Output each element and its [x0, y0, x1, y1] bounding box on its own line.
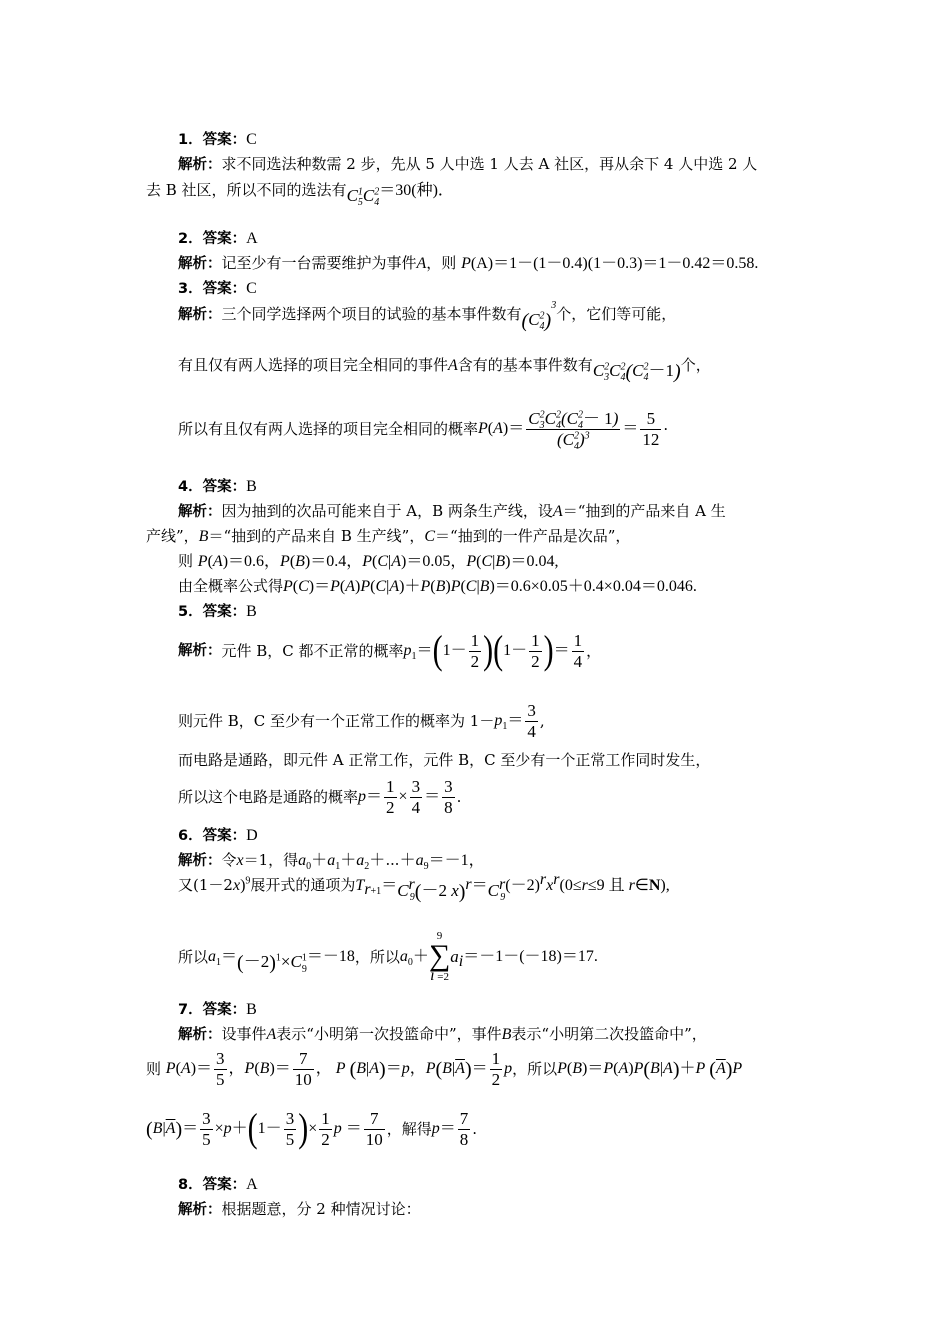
q6-summation: 9 ∑ i =2: [428, 930, 451, 984]
q3-formula-2: $C^2_3C^2_4(C^2_4-1)$: [592, 361, 681, 384]
q6-number: 6．: [178, 828, 203, 844]
q5-answer: B: [246, 603, 257, 620]
q4-text-3: 产线”，: [146, 527, 199, 545]
q3-analysis-line3: 所以有且仅有两人选择的项目完全相同的概率P(A)＝ $\frac{C^2_3C^2_4(C^2_4- 1)}{(C^2_4)^3}$ ＝ $\frac{5}{12}$ ·: [178, 408, 669, 452]
q1-analysis-line2: [146, 180, 454, 209]
q4-analysis-line3: 则 P(A)＝0.6，P(B)＝0.4，P(C|A)＝0.05，P(C|B)＝0.04,: [178, 552, 559, 570]
q4-number: 4．: [178, 479, 203, 495]
q1-text-1: 求不同选法种数需 2 步，先从 5 人中选 1 人去 A 社区，再从余下 4 人中选 2 人: [221, 155, 758, 173]
q6-text-3: 又(1－2: [178, 876, 233, 894]
q2-text-3: (A)＝1－(1－0.4)(1－0.3)＝1－0.42＝0.58.: [470, 255, 759, 272]
q6-heading: [178, 825, 258, 846]
q5-text-3: 而电路是通路，即元件 A 正常工作，元件 B，C 至少有一个正常工作同时发生，: [178, 751, 711, 769]
q4-analysis-label: 解析：: [178, 504, 222, 520]
q1-number: 1．: [178, 132, 203, 148]
q2-answer: A: [246, 230, 258, 247]
q1-text-2: 去 B 社区，所以不同的选法有: [146, 181, 347, 199]
q1-analysis-label: 解析：: [178, 157, 222, 173]
q4-text-2: ＝“抽到的产品来自 A 生: [562, 502, 726, 520]
q4-text-6: 则: [178, 552, 194, 570]
q7-analysis-label: 解析：: [178, 1027, 222, 1043]
q3-formula-1: $(C^2_4)^3$: [521, 300, 557, 333]
q2-analysis-label: 解析：: [178, 256, 222, 272]
q8-text-1: 根据题意，分 2 种情况讨论：: [221, 1200, 421, 1218]
q3-text-5: 个，: [680, 356, 711, 374]
q6-answer: D: [246, 827, 258, 844]
q2-text-2: ，则: [426, 254, 457, 272]
q6-text-1: 令: [221, 851, 237, 869]
q1-analysis-line1: [178, 154, 757, 175]
q5-analysis-line2: 则元件 B，C 至少有一个正常工作的概率为 $1-p_1=$ $\frac{3}{4}$ ,: [178, 700, 545, 741]
q4-analysis-line1: 解析：因为抽到的次品可能来自于 A，B 两条生产线，设A＝“抽到的产品来自 A 生: [178, 502, 726, 520]
q6-analysis-line3: 所以$a_1=(-2)^1\times C^1_9=-18$，所以$a_0+$ 9 ∑ i =2 $a_i=-1-(-18)=17$.: [178, 930, 598, 984]
q2-analysis-line1: 解析：记至少有一台需要维护为事件A，则 P(A)＝1－(1－0.4)(1－0.3)＝1－0.42＝0.58.: [178, 254, 759, 272]
q7-text-6: ，解得: [386, 1120, 432, 1138]
q4-text-1: 因为抽到的次品可能来自于 A，B 两条生产线，设: [221, 502, 553, 520]
q6-text-4: 展开式的通项为: [250, 876, 356, 894]
q7-heading: [178, 999, 257, 1020]
q5-text-1: 元件 B，C 都不正常的概率: [221, 642, 404, 660]
q4-answer-label: 答案：: [202, 479, 247, 495]
q4-text-7: 由全概率公式得: [178, 577, 284, 595]
q3-result-fraction: $\frac{5}{12}$: [642, 408, 660, 449]
q3-analysis-line2: 有且仅有两人选择的项目完全相同的事件A含有的基本事件数有$C^2_3C^2_4(C^2_4-1)$个，: [178, 356, 711, 384]
q3-text-3: 有且仅有两人选择的项目完全相同的事件: [178, 356, 449, 374]
q5-text-2: 则元件 B，C 至少有一个正常工作的概率为 1－: [178, 712, 495, 730]
q6-text-2: ＝1，得: [243, 851, 299, 869]
q4-answer: B: [246, 478, 257, 495]
q3-text-1: 三个同学选择两个项目的试验的基本事件数有: [221, 305, 522, 323]
q2-answer-label: 答案：: [202, 231, 247, 247]
q5-text-4: 所以这个电路是通路的概率: [178, 788, 359, 806]
q1-formula: $C^1_5C^2_4$: [346, 186, 380, 209]
q4-analysis-line2: 产线”，B＝“抽到的产品来自 B 生产线”，C＝“抽到的一件产品是次品”，: [146, 527, 631, 545]
q5-heading: [178, 601, 257, 622]
q3-text-2: 个，它们等可能，: [556, 305, 677, 323]
q1-answer: C: [246, 131, 257, 148]
q6-text-5: 所以: [178, 948, 209, 966]
q4-analysis-line4: 由全概率公式得P(C)＝P(A)P(C|A)＋P(B)P(C|B)＝0.6×0.05＋0.4×0.04＝0.046.: [178, 577, 697, 595]
q8-heading: [178, 1174, 258, 1195]
q6-analysis-line1: 解析：令x＝1，得$a_0+a_1+a_2+\cdots+a_9=-1$，: [178, 851, 485, 873]
q5-number: 5．: [178, 604, 203, 620]
q7-analysis-line2: 则 P(A)＝ $\frac{3}{5}$ ，P(B)＝ $\frac{7}{10}$ ， P (B|A)＝p，$P(B|\overline{A})=$ $\frac{1}{2}$ p，所以P(B)＝P(A)P(B|A)＋P $(\overline{A})P$: [146, 1048, 743, 1089]
q2-heading: [178, 228, 258, 249]
q3-number: 3．: [178, 281, 203, 297]
q6-answer-label: 答案：: [202, 828, 247, 844]
q7-text-3: 表示“小明第二次投篮命中”，: [511, 1025, 707, 1043]
q3-probability-fraction: $\frac{C^2_3C^2_4(C^2_4- 1)}{(C^2_4)^3}$: [528, 408, 619, 452]
q5-analysis-line4: 所以这个电路是通路的概率p＝ $\frac{1}{2}$ × $\frac{3}{4}$ ＝ $\frac{3}{8}$ .: [178, 776, 462, 817]
q3-heading: [178, 278, 257, 299]
q7-answer: B: [246, 1001, 257, 1018]
q5-analysis-line3: [178, 750, 710, 770]
q1-heading: [178, 129, 257, 150]
q7-analysis-line3: $(B|\overline{A})=$ $\frac{3}{5}$ ×p＋(1－ $\frac{3}{5}$ )× $\frac{1}{2}$ p ＝ $\frac{7}{10}$ ，解得p＝ $\frac{7}{8}$ .: [146, 1106, 478, 1151]
q8-number: 8．: [178, 1177, 203, 1193]
q8-answer: A: [246, 1176, 258, 1193]
q3-analysis-label: 解析：: [178, 307, 222, 323]
q3-analysis-line1: [178, 300, 677, 333]
q3-answer-label: 答案：: [202, 281, 247, 297]
q3-text-4: 含有的基本事件数有: [457, 356, 593, 374]
q8-analysis-label: 解析：: [178, 1202, 222, 1218]
q7-number: 7．: [178, 1002, 203, 1018]
q7-text-1: 设事件: [221, 1025, 267, 1043]
q7-analysis-line1: 解析：设事件A表示“小明第一次投篮命中”，事件B表示“小明第二次投篮命中”，: [178, 1025, 707, 1043]
q7-text-5: ，所以: [512, 1060, 558, 1078]
q6-text-6: ，所以: [354, 948, 400, 966]
q3-text-6: 所以有且仅有两人选择的项目完全相同的概率: [178, 420, 479, 438]
q4-heading: [178, 476, 257, 497]
q4-text-5: ＝“抽到的一件产品是次品”，: [435, 527, 631, 545]
q3-answer: C: [246, 280, 257, 297]
q7-text-2: 表示“小明第一次投篮命中”，事件: [276, 1025, 502, 1043]
q5-answer-label: 答案：: [202, 604, 247, 620]
q1-text-3: ＝30(种)．: [379, 182, 454, 199]
q2-text-1: 记至少有一台需要维护为事件: [221, 254, 417, 272]
q8-answer-label: 答案：: [202, 1177, 247, 1193]
q6-analysis-line2: 又$(1-2x)^9$展开式的通项为$T_{r+1}=C^r_9(-2$ $x)^r=C^r_9(-2)^rx^r(0\le r\le 9$ 且 r∈N),: [178, 870, 670, 904]
q4-text-4: ＝“抽到的产品来自 B 生产线”，: [208, 527, 425, 545]
q1-answer-label: 答案：: [202, 132, 247, 148]
q8-analysis-line1: [178, 1199, 421, 1220]
q2-number: 2．: [178, 231, 203, 247]
q7-text-4: 则: [146, 1060, 162, 1078]
q5-analysis-line1: 解析：元件 B，C 都不正常的概率$p_1=(1-$ $\frac{1}{2}$ )(1－ $\frac{1}{2}$ )＝ $\frac{1}{4}$ ，: [178, 628, 602, 673]
q7-answer-label: 答案：: [202, 1002, 247, 1018]
q6-analysis-label: 解析：: [178, 853, 222, 869]
q5-analysis-label: 解析：: [178, 643, 222, 659]
